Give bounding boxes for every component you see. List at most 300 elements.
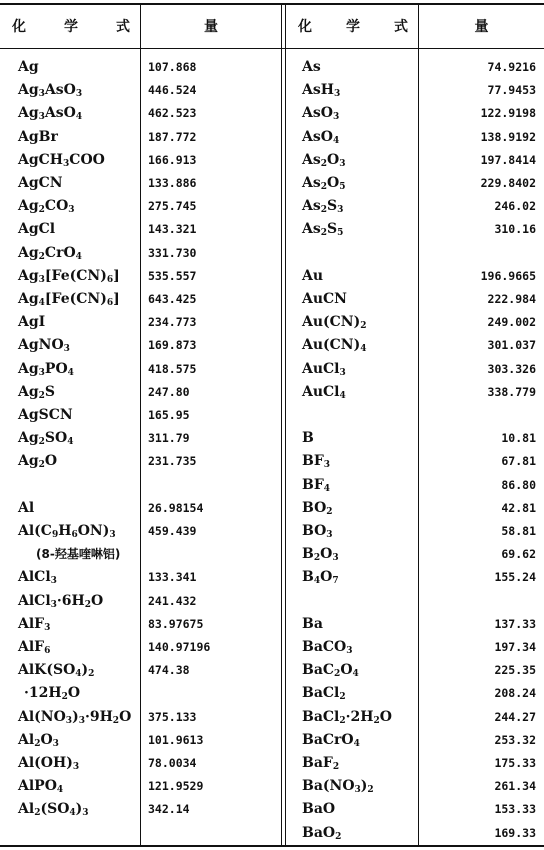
mass-cell: 342.14 [148, 802, 190, 817]
mass-cell: 535.557 [148, 268, 197, 283]
formula-text: As [302, 151, 321, 168]
formula-subscript: 2 [320, 158, 328, 169]
formula-text: As [302, 221, 321, 238]
formula-subscript: 3 [326, 530, 333, 540]
mass-cell: 101.9613 [148, 732, 204, 747]
formula-text: ·2H [345, 708, 374, 725]
mass-cell: 253.32 [494, 732, 536, 747]
formula-text: O [340, 662, 353, 679]
mass-cell: 474.38 [148, 663, 190, 678]
formula-text: ON) [77, 523, 110, 539]
formula-text: ·12H [24, 685, 62, 702]
formula-subscript: 4 [75, 112, 83, 123]
formula-text: O [320, 546, 333, 563]
mass-cell: 225.35 [494, 663, 536, 678]
right-formula-header [286, 4, 418, 48]
mass-cell: 249.002 [487, 315, 536, 330]
center-double-divider-a [281, 4, 282, 846]
formula-text: Al [18, 499, 35, 516]
formula-cell [302, 79, 340, 102]
formula-cell [18, 288, 120, 311]
formula-cell [302, 288, 347, 311]
formula-text: (8-羟基喹啉铝) [36, 547, 121, 562]
formula-subscript: 4 [313, 576, 321, 587]
formula-subscript: 3 [38, 274, 45, 285]
formula-text: Ag [18, 430, 39, 447]
formula-text: AuCl [302, 383, 340, 400]
formula-subscript: 3 [50, 576, 57, 587]
formula-cell [18, 427, 74, 450]
formula-cell [302, 636, 353, 659]
formula-subscript: 2 [320, 205, 328, 216]
formula-subscript: 3 [339, 367, 346, 378]
formula-subscript: 3 [38, 112, 45, 123]
mass-cell: 197.34 [494, 640, 536, 654]
formula-text: AsO [44, 82, 76, 99]
mass-cell: 78.0034 [148, 756, 197, 770]
formula-cell [18, 149, 105, 172]
mass-cell: 86.80 [501, 477, 536, 492]
formula-subscript: 2 [313, 553, 321, 564]
mass-cell: 155.24 [494, 570, 536, 585]
mass-cell: 643.425 [148, 292, 197, 306]
formula-cell [18, 566, 57, 589]
formula-text: ) [72, 708, 79, 725]
formula-cell [18, 102, 82, 125]
formula-cell [18, 311, 45, 334]
formula-cell [302, 729, 360, 752]
formula-text: B [302, 569, 314, 586]
formula-text: AlCl [18, 569, 51, 586]
formula-cell [18, 450, 57, 473]
formula-cell [302, 520, 333, 543]
formula-cell [302, 682, 346, 705]
mass-cell: 166.913 [148, 152, 197, 167]
formula-subscript: 2 [38, 205, 45, 216]
formula-text: ·9H [84, 708, 113, 725]
left-mass-header: 量 [204, 19, 218, 35]
mass-cell: 169.33 [494, 825, 536, 840]
formula-text: BaF [302, 755, 333, 771]
formula-cell [18, 497, 34, 520]
formula-cell [18, 126, 58, 149]
formula-text: Ag [18, 105, 39, 122]
mass-cell: 311.79 [148, 431, 190, 446]
formula-text: Ba [302, 615, 323, 632]
left-formula-header [0, 4, 140, 48]
formula-text: Al(C [18, 523, 52, 539]
mass-cell: 244.27 [494, 709, 536, 724]
formula-subscript: 6 [44, 646, 51, 656]
formula-subscript: 5 [337, 228, 344, 239]
formula-text: BO [302, 523, 327, 539]
formula-cell [302, 126, 339, 149]
mass-cell: 165.95 [148, 408, 190, 422]
right-inner-divider [418, 4, 419, 846]
formula-subscript: 2 [38, 437, 45, 448]
formula-subscript: 2 [61, 692, 68, 703]
formula-text: BaCl [302, 685, 340, 702]
formula-text: ) [360, 778, 368, 795]
formula-subscript: 4 [332, 135, 340, 146]
formula-text: As [302, 59, 321, 75]
formula-cell [302, 172, 345, 195]
formula-text: Ag [18, 291, 39, 307]
formula-text: O [327, 151, 340, 168]
formula-subscript: 2 [38, 251, 45, 262]
mass-cell: 77.9453 [487, 83, 536, 98]
formula-subscript: 3 [337, 205, 344, 216]
header-char: 学 [64, 19, 78, 35]
formula-text: B [302, 546, 314, 563]
formula-cell [302, 659, 359, 682]
formula-subscript: 2 [339, 692, 346, 703]
formula-subscript: 4 [69, 808, 76, 819]
mass-cell: 459.439 [148, 524, 197, 538]
formula-text: ] [113, 291, 120, 307]
formula-text: Ag [18, 82, 39, 99]
formula-subscript: 3 [333, 89, 341, 100]
formula-subscript: 4 [352, 669, 359, 680]
formula-cell [302, 218, 343, 241]
formula-subscript: 4 [67, 437, 74, 448]
mass-cell [148, 543, 268, 566]
formula-text: O [119, 708, 132, 725]
formula-subscript: 3 [38, 367, 45, 378]
formula-cell [302, 334, 367, 357]
mass-cell: 42.81 [501, 500, 536, 515]
formula-subscript: 2 [84, 599, 92, 610]
formula-text: AuCl [302, 360, 340, 377]
formula-cell [302, 265, 323, 288]
mass-cell: 153.33 [494, 802, 536, 817]
formula-cell [18, 358, 74, 381]
mass-cell [424, 590, 536, 613]
formula-text: As [302, 198, 321, 215]
formula-subscript: 3 [72, 762, 80, 772]
formula-cell [302, 798, 335, 821]
formula-text: Ag [18, 244, 39, 261]
mass-cell [148, 474, 268, 497]
formula-cell [18, 381, 55, 404]
formula-text: Au [302, 267, 324, 284]
mass-cell: 446.524 [148, 83, 197, 98]
formula-text: S [44, 383, 56, 400]
formula-text: AgBr [18, 128, 58, 145]
formula-cell [18, 195, 75, 218]
mass-cell: 222.984 [487, 292, 536, 306]
mass-cell [148, 682, 268, 705]
mass-cell: 246.02 [494, 199, 536, 214]
formula-cell [302, 752, 339, 775]
header-char: 学 [346, 19, 360, 35]
formula-text: AgCl [18, 221, 56, 238]
formula-text: Al(NO [18, 708, 66, 725]
formula-text: Ag [18, 267, 39, 284]
mass-cell: 196.9665 [480, 268, 536, 283]
formula-text: [Fe(CN) [44, 267, 107, 284]
formula-text: O [44, 453, 58, 470]
formula-text: AlCl [18, 592, 51, 609]
formula-text: [Fe(CN) [44, 291, 107, 307]
left-inner-divider [140, 4, 141, 846]
formula-cell [302, 613, 323, 636]
mass-cell: 122.9198 [480, 106, 536, 121]
formula-subscript: 3 [332, 112, 340, 123]
mass-cell: 187.772 [148, 129, 197, 144]
formula-text: Ba(NO [302, 778, 355, 795]
formula-cell [302, 450, 330, 473]
formula-subscript: 2 [335, 831, 342, 842]
formula-subscript: 2 [367, 785, 374, 796]
formula-subscript: 3 [52, 738, 59, 749]
formula-cell [18, 590, 103, 613]
formula-text: BaO [302, 801, 336, 818]
formula-subscript: 2 [88, 669, 95, 680]
mass-cell: 69.62 [501, 547, 536, 562]
mass-cell: 303.326 [487, 361, 536, 376]
formula-text: AsO [302, 105, 333, 122]
mass-cell: 234.773 [148, 315, 197, 330]
formula-subscript: 3 [109, 530, 116, 540]
formula-subscript: 3 [323, 460, 331, 471]
mass-cell: 133.341 [148, 570, 197, 585]
formula-cell [18, 706, 131, 729]
formula-text: O [320, 569, 333, 586]
mass-cell: 247.80 [148, 384, 190, 399]
mass-cell: 74.9216 [487, 60, 536, 74]
formula-cell [302, 497, 333, 520]
mass-cell: 137.33 [494, 616, 536, 631]
formula-text: Ag [18, 59, 39, 75]
formula-subscript: 4 [323, 483, 331, 494]
formula-subscript: 4 [75, 251, 82, 262]
formula-cell [302, 149, 345, 172]
formula-text: AsO [302, 128, 333, 145]
formula-text: PO [44, 360, 68, 377]
formula-subscript: 3 [68, 205, 75, 216]
mass-cell: 175.33 [494, 756, 536, 770]
formula-subscript: 2 [34, 738, 41, 749]
formula-text: O [327, 175, 340, 191]
formula-subscript: 2 [360, 321, 367, 332]
formula-cell [18, 798, 89, 821]
formula-text: BaCO [302, 639, 347, 655]
formula-subscript: 3 [75, 89, 83, 100]
mass-cell: 241.432 [148, 593, 197, 608]
formula-text: Ag [18, 453, 39, 470]
formula-subscript: 3 [346, 646, 353, 656]
formula-text: AgNO [18, 337, 64, 354]
formula-subscript: 3 [339, 158, 346, 169]
formula-cell [18, 520, 116, 543]
mass-cell: 140.97196 [148, 640, 211, 654]
mass-cell: 310.16 [494, 222, 536, 237]
right-mass-header: 量 [474, 19, 489, 35]
formula-cell [302, 543, 339, 566]
formula-cell [18, 79, 82, 102]
formula-cell [302, 102, 339, 125]
formula-text: AuCN [302, 291, 347, 307]
formula-subscript: 4 [360, 344, 367, 355]
formula-text: Al [18, 731, 35, 748]
formula-subscript: 2 [320, 228, 328, 239]
formula-subscript: 2 [320, 182, 328, 192]
formula-text: O [91, 592, 104, 609]
formula-cell [302, 822, 341, 845]
header-char: 式 [394, 19, 408, 35]
formula-cell [302, 566, 339, 589]
formula-cell [18, 659, 94, 682]
formula-text: CrO [44, 244, 76, 261]
formula-subscript: 3 [38, 89, 45, 100]
formula-text: O [379, 708, 392, 725]
formula-text: COO [69, 151, 105, 168]
formula-subscript: 2 [334, 669, 341, 680]
formula-cell [18, 172, 63, 195]
formula-text: S [327, 198, 338, 215]
formula-text: AlK(SO [18, 662, 76, 679]
formula-text: BaCl [302, 708, 340, 725]
formula-subscript: 4 [56, 785, 64, 796]
formula-text: Ag [18, 360, 39, 377]
header-char: 式 [116, 19, 130, 35]
formula-cell [18, 752, 79, 775]
formula-cell [18, 242, 82, 265]
formula-subscript: 6 [71, 530, 78, 540]
header-char: 化 [12, 19, 26, 35]
mass-cell: 143.321 [148, 222, 197, 237]
bottom-rule [0, 845, 544, 847]
mass-cell: 229.8402 [480, 176, 536, 190]
formula-text: Al [18, 801, 35, 818]
formula-subscript: 3 [44, 622, 51, 633]
formula-cell [18, 56, 39, 79]
formula-subscript: 3 [65, 715, 73, 726]
mass-cell [424, 242, 536, 265]
mass-cell: 133.886 [148, 176, 197, 190]
formula-text: AgCH [18, 151, 64, 168]
formula-subscript: 4 [75, 669, 82, 680]
mass-cell: 197.8414 [480, 152, 536, 167]
mass-cell: 331.730 [148, 245, 197, 260]
formula-text: BO [302, 499, 327, 516]
formula-cell [302, 706, 392, 729]
mass-cell: 231.735 [148, 454, 197, 469]
mass-cell: 83.97675 [148, 616, 204, 631]
formula-text: AlF [18, 615, 45, 632]
formula-cell [18, 218, 55, 241]
mass-cell: 261.34 [494, 779, 536, 794]
formula-text: As [302, 175, 321, 191]
mass-cell: 301.037 [487, 338, 536, 353]
formula-cell [18, 404, 73, 427]
formula-cell [18, 265, 120, 288]
formula-cell [302, 358, 346, 381]
header-bottom-rule [0, 48, 544, 49]
formula-cell [302, 427, 314, 450]
formula-cell [18, 729, 59, 752]
formula-subscript: 6 [106, 298, 114, 308]
formula-subscript: 3 [82, 808, 89, 819]
formula-text: O [67, 685, 81, 702]
mass-cell: 418.575 [148, 361, 197, 376]
mass-cell: 138.9192 [480, 129, 536, 144]
formula-subscript: 6 [106, 274, 114, 285]
formula-subscript: 3 [50, 599, 57, 610]
formula-text: CO [44, 198, 69, 215]
formula-text: ) [75, 801, 83, 818]
center-double-divider-b [285, 4, 286, 846]
formula-text: AgI [18, 314, 46, 331]
mass-cell: 462.523 [148, 106, 197, 121]
formula-subscript: 4 [38, 298, 45, 308]
formula-cell [18, 775, 63, 798]
formula-text: AgSCN [18, 407, 73, 423]
formula-cell [302, 775, 374, 798]
formula-text: Al(OH) [18, 755, 73, 771]
mass-cell: 58.81 [501, 524, 536, 538]
formula-text: AgCN [18, 175, 63, 191]
formula-text: BaC [302, 662, 335, 679]
mass-cell [424, 404, 536, 427]
formula-text: BF [302, 476, 324, 493]
formula-text: BF [302, 453, 324, 470]
formula-subscript: 5 [339, 182, 346, 192]
formula-subscript: 2 [332, 762, 340, 772]
mass-cell: 26.98154 [148, 500, 204, 515]
formula-text: BaCrO [302, 731, 354, 748]
formula-subscript: 2 [326, 506, 333, 517]
formula-text: Ag [18, 383, 39, 400]
formula-text: BaO [302, 824, 336, 841]
formula-text: Au(CN) [302, 337, 361, 354]
mass-cell: 375.133 [148, 709, 197, 724]
formula-text: AsO [44, 105, 76, 122]
formula-text: AlF [18, 639, 45, 655]
formula-cell [18, 334, 70, 357]
mass-cell: 67.81 [501, 454, 536, 469]
formula-subscript: 2 [339, 715, 346, 726]
formula-text: AsH [302, 82, 334, 99]
header-char: 化 [298, 19, 312, 35]
formula-text: ) [81, 662, 89, 679]
formula-subscript: 2 [38, 390, 45, 401]
formula-text: (SO [40, 801, 70, 818]
formula-text: ·6H [56, 592, 85, 609]
formula-subscript: 2 [373, 715, 380, 726]
formula-text: S [327, 221, 338, 238]
mass-cell: 121.9529 [148, 779, 204, 794]
formula-text: Au(CN) [302, 314, 361, 331]
formula-cell [302, 474, 330, 497]
formula-cell [18, 613, 50, 636]
mass-cell: 208.24 [494, 686, 536, 701]
formula-text: ] [113, 267, 120, 284]
formula-cell [18, 636, 50, 659]
formula-subscript: 2 [38, 460, 45, 471]
formula-subscript: 2 [34, 808, 41, 819]
mass-cell: 338.779 [487, 384, 536, 399]
formula-subscript: 2 [112, 715, 120, 726]
mass-cell: 107.868 [148, 60, 197, 74]
mass-cell: 275.745 [148, 199, 197, 214]
formula-subscript: 3 [332, 553, 339, 564]
formula-text: AlPO [18, 778, 57, 795]
mass-cell: 169.873 [148, 338, 197, 353]
formula-text: O [40, 731, 53, 748]
formula-subscript: 4 [67, 367, 74, 378]
